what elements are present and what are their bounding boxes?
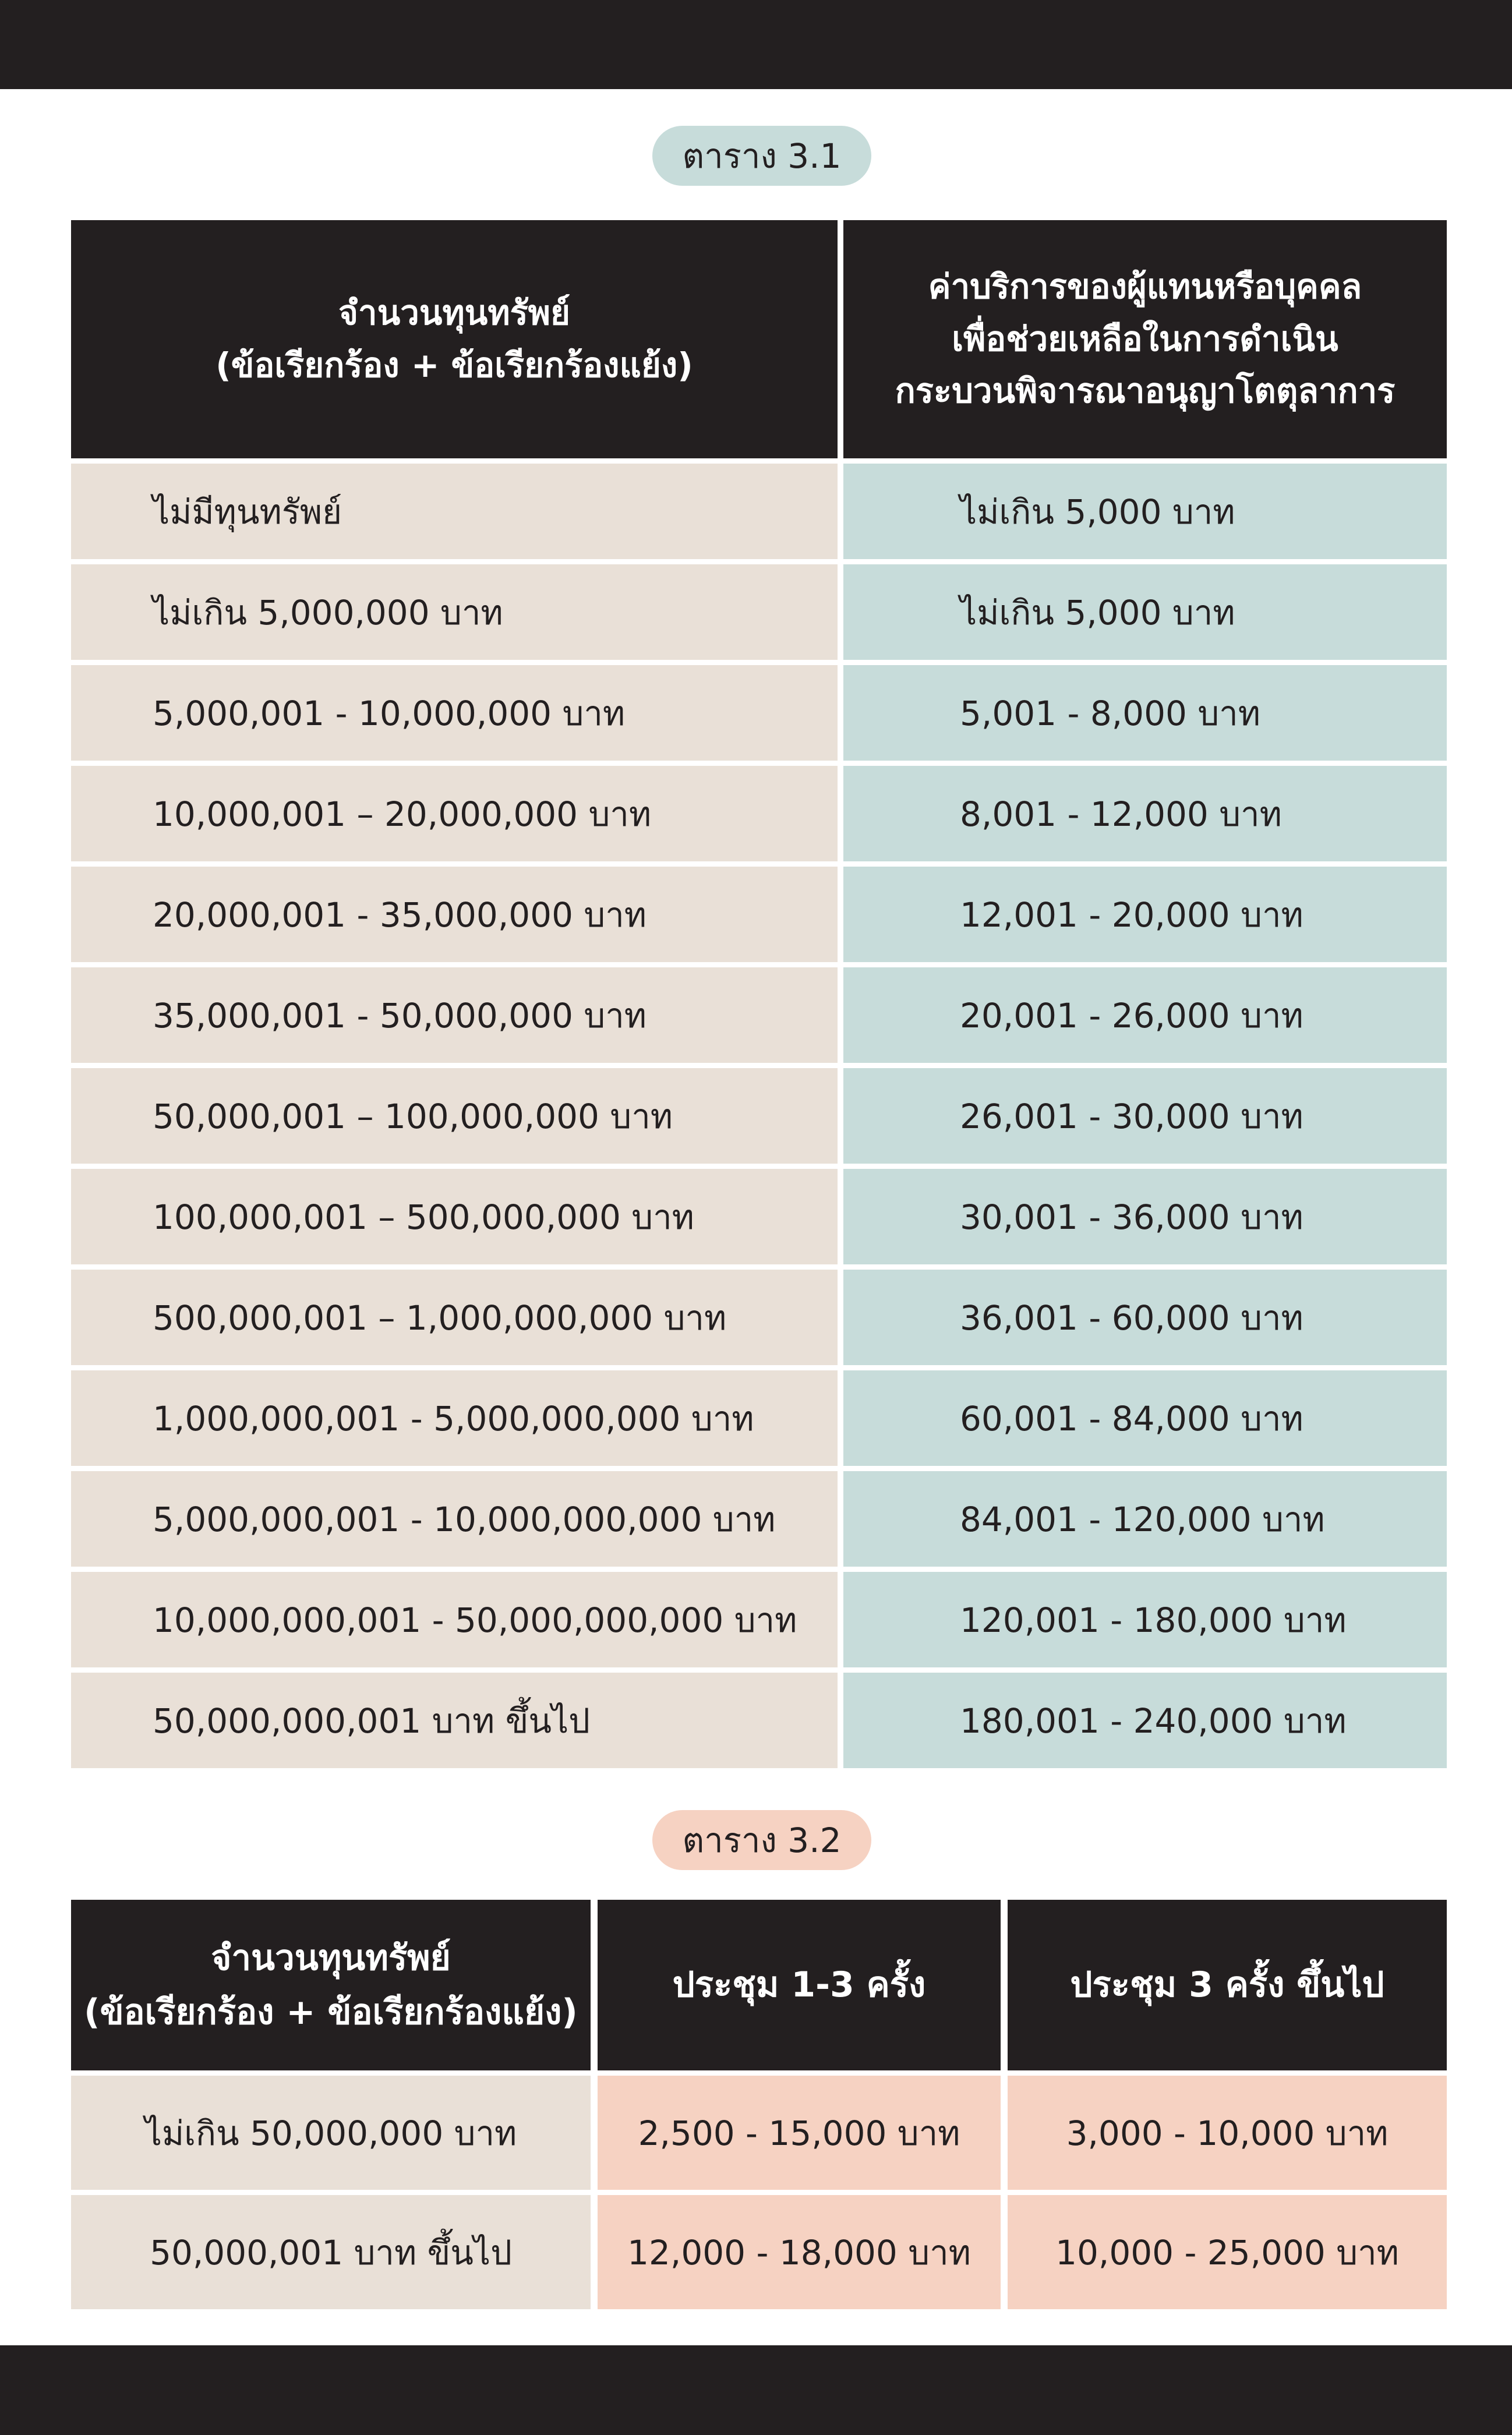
table1-fee-cell: 84,001 - 120,000 บาท: [843, 1471, 1447, 1567]
table2-meet-1-3-cell: 12,000 - 18,000 บาท: [598, 2195, 1001, 2309]
table1-fee-cell: 180,001 - 240,000 บาท: [843, 1673, 1447, 1768]
table1-fee-cell: 30,001 - 36,000 บาท: [843, 1169, 1447, 1264]
table1-amount-cell: 10,000,001 – 20,000,000 บาท: [71, 766, 838, 861]
table2-meet-1-3-cell: 2,500 - 15,000 บาท: [598, 2076, 1001, 2190]
table1-fee-cell: 12,001 - 20,000 บาท: [843, 867, 1447, 962]
table1-amount-cell: 20,000,001 - 35,000,000 บาท: [71, 867, 838, 962]
table1-fee-cell: 60,001 - 84,000 บาท: [843, 1370, 1447, 1466]
header-line: ค่าบริการของผู้แทนหรือบุคคล: [928, 266, 1362, 306]
header-line: เพื่อช่วยเหลือในการดำเนิน: [952, 319, 1338, 359]
table1-amount-cell: 100,000,001 – 500,000,000 บาท: [71, 1169, 838, 1264]
table2-header-amount: [71, 1900, 591, 2070]
table1-amount-cell: ไม่เกิน 5,000,000 บาท: [71, 564, 838, 660]
table1-fee-cell: 5,001 - 8,000 บาท: [843, 665, 1447, 761]
table2: [71, 1900, 1447, 2309]
header-line: จำนวนทุนทรัพย์: [338, 292, 570, 333]
table2-meet-3-plus-cell: 10,000 - 25,000 บาท: [1008, 2195, 1447, 2309]
table1-amount-cell: 1,000,000,001 - 5,000,000,000 บาท: [71, 1370, 838, 1466]
table1-amount-cell: 50,000,001 – 100,000,000 บาท: [71, 1068, 838, 1164]
table1-amount-cell: ไม่มีทุนทรัพย์: [71, 464, 838, 559]
bottom-band: [0, 2345, 1512, 2435]
table1-amount-cell: 10,000,000,001 - 50,000,000,000 บาท: [71, 1572, 838, 1667]
table1: [71, 220, 1447, 1768]
table1-amount-cell: 500,000,001 – 1,000,000,000 บาท: [71, 1270, 838, 1365]
header-line: (ข้อเรียกร้อง + ข้อเรียกร้องแย้ง): [216, 345, 693, 385]
table1-amount-cell: 5,000,000,001 - 10,000,000,000 บาท: [71, 1471, 838, 1567]
table1-fee-cell: ไม่เกิน 5,000 บาท: [843, 464, 1447, 559]
table1-fee-cell: 26,001 - 30,000 บาท: [843, 1068, 1447, 1164]
table1-amount-cell: 50,000,000,001 บาท ขึ้นไป: [71, 1673, 838, 1768]
table2-meet-3-plus-cell: 3,000 - 10,000 บาท: [1008, 2076, 1447, 2190]
table1-header-amount: [71, 220, 838, 458]
table1-fee-cell: 36,001 - 60,000 บาท: [843, 1270, 1447, 1365]
table2-amount-cell: ไม่เกิน 50,000,000 บาท: [71, 2076, 591, 2190]
header-line: กระบวนพิจารณาอนุญาโตตุลาการ: [895, 371, 1396, 411]
table2-amount-cell: 50,000,001 บาท ขึ้นไป: [71, 2195, 591, 2309]
table1-fee-cell: 120,001 - 180,000 บาท: [843, 1572, 1447, 1667]
top-band: [0, 0, 1512, 89]
table2-header-meet-3-plus: ประชุม 3 ครั้ง ขึ้นไป: [1008, 1900, 1447, 2070]
table1-fee-cell: 8,001 - 12,000 บาท: [843, 766, 1447, 861]
header-line: จำนวนทุนทรัพย์: [211, 1937, 451, 1978]
table1-fee-cell: 20,001 - 26,000 บาท: [843, 967, 1447, 1063]
table1-header-fee: [843, 220, 1447, 458]
table1-amount-cell: 5,000,001 - 10,000,000 บาท: [71, 665, 838, 761]
table2-title: ตาราง 3.2: [652, 1810, 871, 1870]
table1-title: ตาราง 3.1: [652, 126, 871, 186]
table1-fee-cell: ไม่เกิน 5,000 บาท: [843, 564, 1447, 660]
table1-amount-cell: 35,000,001 - 50,000,000 บาท: [71, 967, 838, 1063]
table2-header-meet-1-3: ประชุม 1-3 ครั้ง: [598, 1900, 1001, 2070]
header-line: (ข้อเรียกร้อง + ข้อเรียกร้องแย้ง): [84, 1991, 578, 2033]
